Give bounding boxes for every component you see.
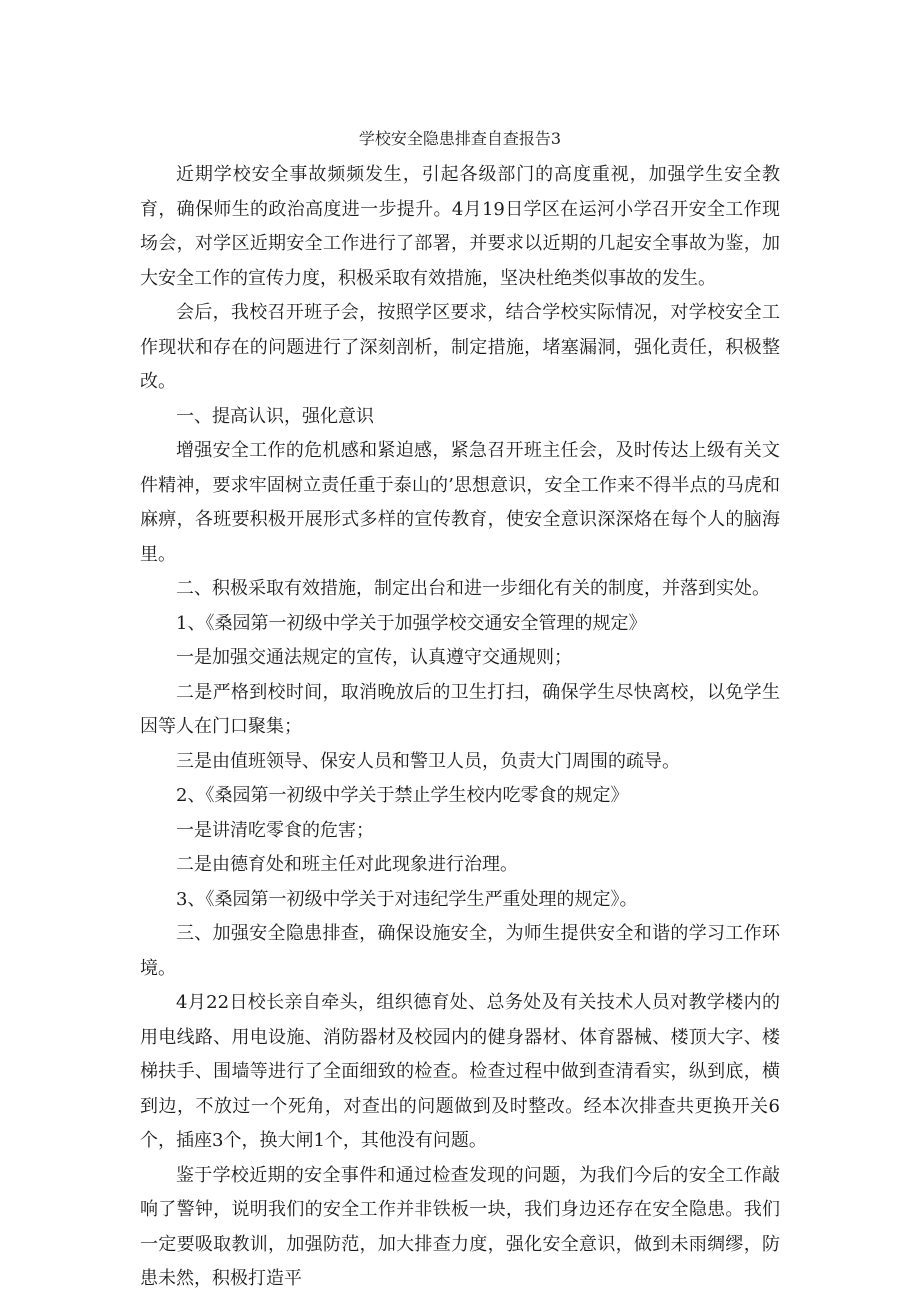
list-item: 二是严格到校时间，取消晚放后的卫生打扫，确保学生尽快离校，以免学生因等人在门口聚集； <box>140 681 780 737</box>
paragraph: 近期学校安全事故频频发生，引起各级部门的高度重视，加强学生安全教育，确保师生的政治高度进一步提升。4月19日学区在运河小学召开安全工作现场会，对学区近期安全工作进行了部署，并要求以近期的几起安全事故为鉴，加大安全工作的宣传力度，积极采取有效措施，坚决杜绝类似事故的发生。 <box>140 164 780 289</box>
paragraph: 鉴于学校近期的安全事件和通过检查发现的问题，为我们今后的安全工作敲响了警钟，说明我们的安全工作并非铁板一块，我们身边还存在安全隐患。我们一定要吸取教训，加强防范，加大排查力度，强化安全意识，做到未雨绸缪，防患未然，积极打造平 <box>140 1164 780 1289</box>
section-heading: 三、加强安全隐患排查，确保设施安全，为师生提供安全和谐的学习工作环境。 <box>140 923 780 979</box>
section-heading: 一、提高认识，强化意识 <box>176 405 374 427</box>
list-item: 3、《桑园第一初级中学关于对违纪学生严重处理的规定》。 <box>176 888 638 910</box>
list-item: 2、《桑园第一初级中学关于禁止学生校内吃零食的规定》 <box>176 785 629 806</box>
section-heading: 二、积极采取有效措施，制定出台和进一步细化有关的制度，并落到实处。 <box>176 578 770 599</box>
list-item: 1、《桑园第一初级中学关于加强学校交通安全管理的规定》 <box>176 612 647 634</box>
paragraph: 4月22日校长亲自牵头，组织德育处、总务处及有关技术人员对教学楼内的用电线路、用电设施、消防器材及校园内的健身器材、体育器械、楼顶大字、楼梯扶手、围墙等进行了全面细致的检查。检查过程中做到查清看实，纵到底，横到边，不放过一个死角，对查出的问题做到及时整改。经本次排查共更换开关6个，插座3个，换大闸1个，其他没有问题。 <box>140 992 780 1151</box>
paragraph: 会后，我校召开班子会，按照学区要求，结合学校实际情况，对学校安全工作现状和存在的问题进行了深刻剖析，制定措施，堵塞漏洞，强化责任，积极整改。 <box>140 302 780 392</box>
list-item: 一是加强交通法规定的宣传，认真遵守交通规则； <box>176 647 572 668</box>
list-item: 二是由德育处和班主任对此现象进行治理。 <box>176 854 518 875</box>
paragraph: 增强安全工作的危机感和紧迫感，紧急召开班主任会，及时传达上级有关文件精神，要求牢固树立责任重于泰山的’思想意识，安全工作来不得半点的马虎和麻痹，各班要积极开展形式多样的宣传教育，使安全意识深深烙在每个人的脑海里。 <box>140 440 780 565</box>
list-item: 一是讲清吃零食的危害； <box>176 819 374 841</box>
document-body <box>140 158 780 1297</box>
document-title: 学校安全隐患排查自查报告3 <box>358 129 562 148</box>
list-item: 三是由值班领导、保安人员和警卫人员，负责大门周围的疏导。 <box>176 750 680 772</box>
